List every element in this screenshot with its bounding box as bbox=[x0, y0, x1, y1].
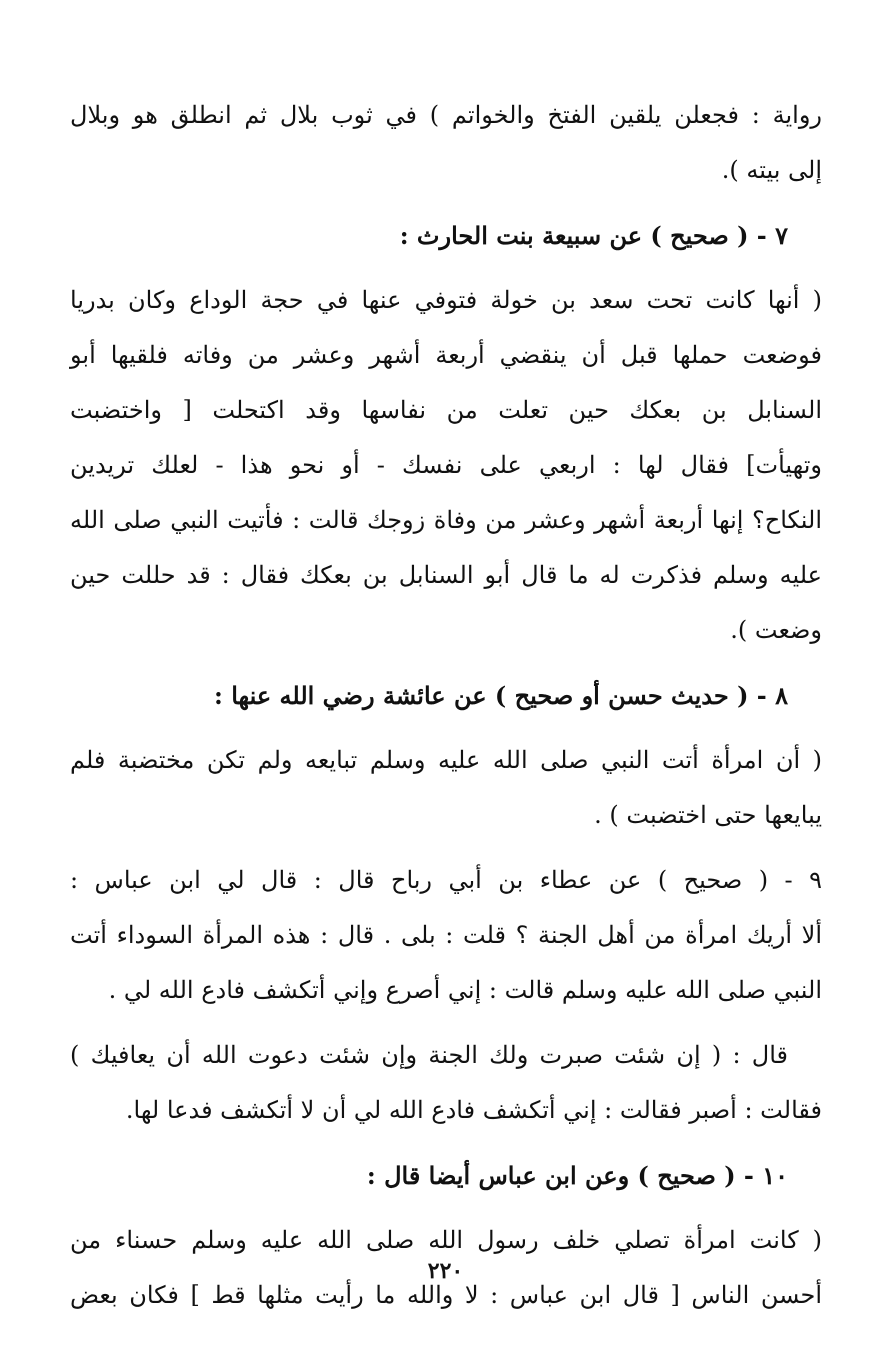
text-line: فقالت : أصبر فقالت : إني أتكشف فادع الله لي أن لا أتكشف فدعا لها. bbox=[125, 1096, 822, 1124]
paragraph-hadith-9 bbox=[70, 853, 822, 1018]
text-line: فوضعت حملها قبل أن ينقضي أربعة أشهر وعشر من وفاته فلقيها أبو bbox=[70, 341, 822, 369]
heading-line: ٧ - ( صحيح ) عن سبيعة بنت الحارث : bbox=[399, 221, 788, 250]
text-line: رواية : فجعلن يلقين الفتخ والخواتم ) في ثوب بلال ثم انطلق هو وبلال bbox=[70, 101, 822, 129]
text-line: وتهيأت] فقال لها : اربعي على نفسك - أو نحو هذا - لعلك تريدين bbox=[70, 451, 822, 479]
heading-line: ١٠ - ( صحيح ) وعن ابن عباس أيضا قال : bbox=[366, 1161, 788, 1190]
text-line: ألا أريك امرأة من أهل الجنة ؟ قلت : بلى . قال : هذه المرأة السوداء أتت bbox=[70, 921, 822, 949]
text-line: عليه وسلم فذكرت له ما قال أبو السنابل بن بعكك فقال : قد حللت حين bbox=[70, 561, 822, 589]
hadith-heading-8 bbox=[70, 668, 822, 723]
text-line: ( كانت امرأة تصلي خلف رسول الله صلى الله عليه وسلم حسناء من bbox=[70, 1226, 822, 1254]
text-line: ٩ - ( صحيح ) عن عطاء بن أبي رباح قال : قال لي ابن عباس : bbox=[70, 866, 822, 894]
page-body bbox=[70, 88, 822, 1323]
text-line: النبي صلى الله عليه وسلم قالت : إني أصرع وإني أتكشف فادع الله لي . bbox=[108, 976, 822, 1004]
text-line: السنابل بن بعكك حين تعلت من نفاسها وقد اكتحلت [ واختضبت bbox=[70, 396, 822, 424]
text-line: يبايعها حتى اختضبت ) . bbox=[594, 801, 822, 829]
hadith-heading-7 bbox=[70, 208, 822, 263]
paragraph-hadith-7 bbox=[70, 273, 822, 658]
text-line: وضعت ). bbox=[730, 616, 822, 644]
paragraph-1 bbox=[70, 88, 822, 198]
text-line: ( أنها كانت تحت سعد بن خولة فتوفي عنها في حجة الوداع وكان بدريا bbox=[70, 286, 822, 314]
text-line: إلى بيته ). bbox=[721, 156, 822, 184]
text-line: النكاح؟ إنها أربعة أشهر وعشر من وفاة زوجك قالت : فأتيت النبي صلى الله bbox=[70, 506, 822, 534]
text-line: أحسن الناس [ قال ابن عباس : لا والله ما رأيت مثلها قط ] فكان بعض bbox=[70, 1281, 822, 1309]
text-line: قال : ( إن شئت صبرت ولك الجنة وإن شئت دعوت الله أن يعافيك ) bbox=[70, 1041, 788, 1069]
paragraph-hadith-8 bbox=[70, 733, 822, 843]
paragraph-hadith-9-continued bbox=[70, 1028, 822, 1138]
text-line: ( أن امرأة أتت النبي صلى الله عليه وسلم تبايعه ولم تكن مختضبة فلم bbox=[70, 746, 822, 774]
heading-line: ٨ - ( حديث حسن أو صحيح ) عن عائشة رضي الله عنها : bbox=[214, 681, 788, 710]
hadith-heading-10 bbox=[70, 1148, 822, 1203]
page-number: ٢٢٠ bbox=[427, 1258, 464, 1284]
